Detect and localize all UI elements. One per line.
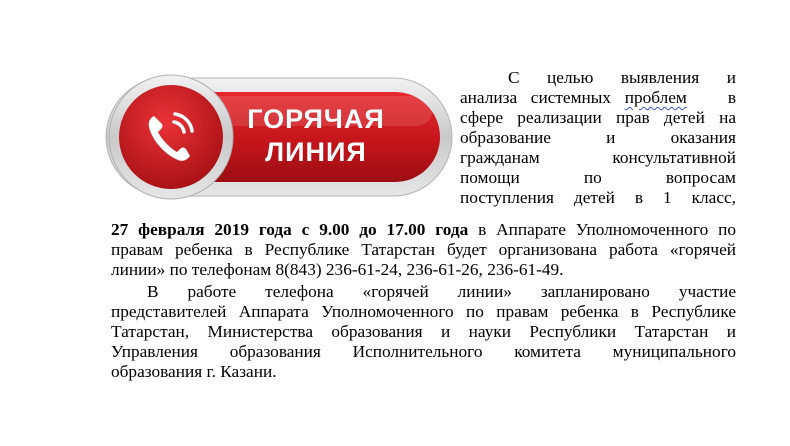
- text-line: Управления образования Исполнительного комитета муниципального: [111, 342, 736, 361]
- date-paragraph: [111, 220, 736, 280]
- text-line: В работе телефона «горячей линии» запланировано участие: [147, 282, 736, 301]
- text-line: сфере реализации прав детей на: [460, 108, 736, 127]
- text-line: представителей Аппарата Уполномоченного по правам ребенка в Республике: [111, 302, 736, 321]
- text-line: образование и оказания: [460, 128, 736, 147]
- banner-title-line2: ЛИНИЯ: [265, 137, 367, 167]
- intro-paragraph: [460, 68, 736, 208]
- text-line: образования г. Казани.: [111, 362, 277, 381]
- spellcheck-word: проблем: [624, 88, 687, 107]
- text-line: 27 февраля 2019 года с 9.00 до 17.00 года в Аппарате Уполномоченного по: [111, 220, 736, 239]
- banner-title-line1: ГОРЯЧАЯ: [247, 104, 385, 134]
- hotline-banner: [104, 70, 454, 204]
- phone-numbers-line: линии» по телефонам 8(843) 236-61-24, 236-61-26, 236-61-49.: [111, 260, 564, 279]
- text-line: Татарстан, Министерства образования и науки Республики Татарстан и: [111, 322, 736, 341]
- text-line: гражданам консультативной: [460, 148, 736, 167]
- text-line: помощи по вопросам: [460, 168, 736, 187]
- participants-paragraph: [111, 282, 736, 382]
- text-line: поступления детей в 1 класс,: [460, 188, 736, 207]
- text-line: анализа системных проблем в: [460, 88, 736, 107]
- date-time-bold: 27 февраля 2019 года с 9.00 до 17.00 года: [111, 220, 469, 239]
- text-line: С целью выявления и: [508, 68, 736, 87]
- text-line: правам ребенка в Республике Татарстан будет организована работа «горячей: [111, 240, 736, 259]
